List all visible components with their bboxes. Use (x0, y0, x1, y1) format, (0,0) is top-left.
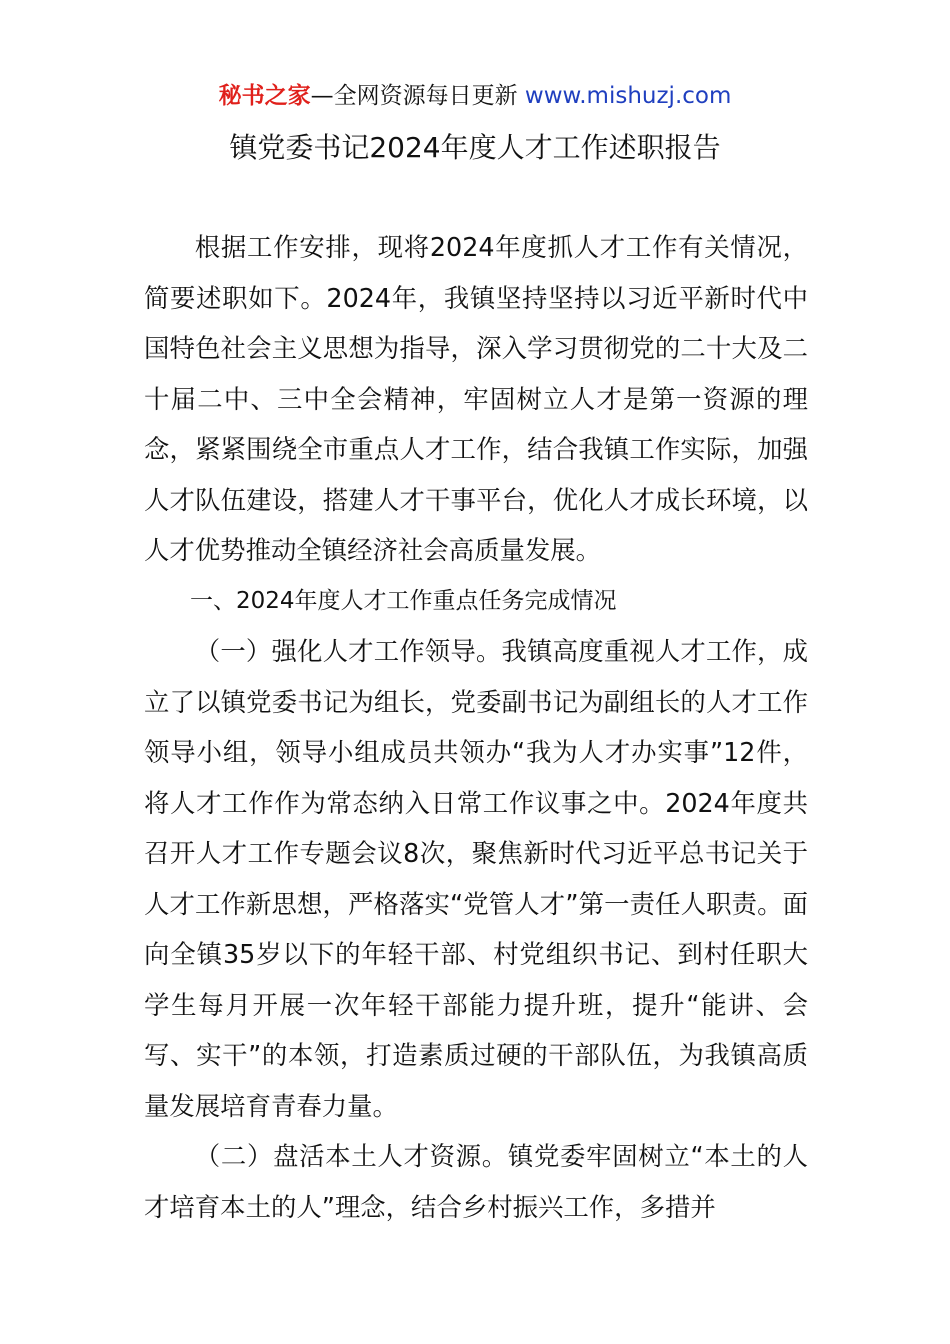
brand-tagline: —全网资源每日更新 (310, 83, 518, 109)
brand-name: 秘书之家 (218, 83, 311, 109)
intro-paragraph: 根据工作安排，现将2024年度抓人才工作有关情况，简要述职如下。2024年，我镇坚持坚持以习近平新时代中国特色社会主义思想为指导，深入学习贯彻党的二十大及二十届二中、三中全会精神，牢固树立人才是第一资源的理念，紧紧围绕全市重点人才工作，结合我镇工作实际，加强人才队伍建设，搭建人才干事平台，优化人才成长环境，以人才优势推动全镇经济社会高质量发展。 (144, 232, 808, 565)
document-title: 镇党委书记2024年度人才工作述职报告 (229, 131, 721, 164)
document-body (144, 222, 808, 1232)
section-heading: 一、2024年度人才工作重点任务完成情况 (190, 587, 617, 614)
body-paragraph-1: （一）强化人才工作领导。我镇高度重视人才工作，成立了以镇党委书记为组长，党委副书记为副组长的人才工作领导小组，领导小组成员共领办“我为人才办实事”12件，将人才工作作为常态纳入日常工作议事之中。2024年度共召开人才工作专题会议8次，聚焦新时代习近平总书记关于人才工作新思想，严格落实“党管人才”第一责任人职责。面向全镇35岁以下的年轻干部、村党组织书记、到村任职大学生每月开展一次年轻干部能力提升班，提升“能讲、会写、实干”的本领，打造素质过硬的干部队伍，为我镇高质量发展培育青春力量。 (144, 636, 808, 1121)
body-paragraph-2: （二）盘活本土人才资源。镇党委牢固树立“本土的人才培育本土的人”理念，结合乡村振兴工作，多措并 (144, 1141, 808, 1222)
brand-url[interactable]: www.mishuzj.com (524, 83, 732, 109)
watermark-header (0, 80, 950, 112)
